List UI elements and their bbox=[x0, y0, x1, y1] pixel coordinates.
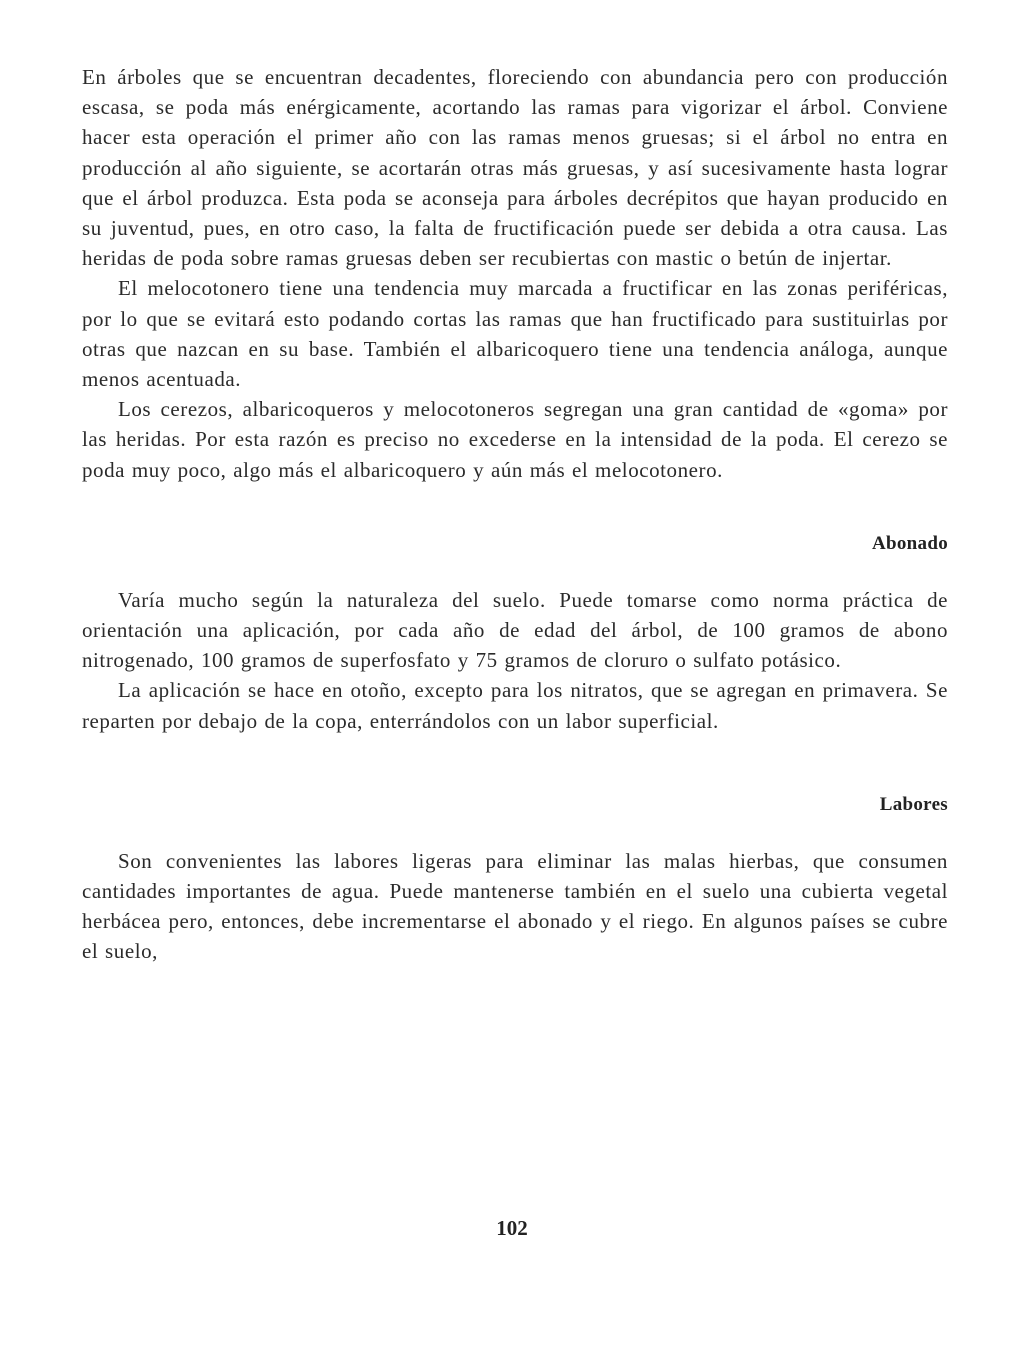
paragraph-pruning-peach: El melocotonero tiene una tendencia muy marcada a fructificar en las zonas periféricas, por lo que se evitará esto podando cortas las ramas que han fructificado para sustituirlas por otras que nazcan en su base. También el albaricoquero tiene una tendencia análoga, aunque menos acentuada. bbox=[82, 276, 948, 392]
heading-abonado: Abonado bbox=[871, 532, 948, 554]
paragraph-labores: Son convenientes las labores ligeras para eliminar las malas hierbas, que consumen cantidades importantes de agua. Puede mantenerse también en el suelo una cubierta vegetal herbácea pero, entonces, debe incrementarse el abonado y el riego. En algunos países se cubre el suelo, bbox=[82, 848, 948, 964]
paragraph-abonado-timing: La aplicación se hace en otoño, excepto para los nitratos, que se agregan en primavera. Se reparten por debajo de la copa, enterrándolos con un labor superficial. bbox=[82, 678, 948, 733]
paragraph-abonado-dose: Varía mucho según la naturaleza del suelo. Puede tomarse como norma práctica de orientación una aplicación, por cada año de edad del árbol, de 100 gramos de abono nitrogenado, 100 gramos de superfosfato y 75 gramos de cloruro o sulfato potásico. bbox=[82, 587, 948, 673]
paragraph-pruning-decadent: En árboles que se encuentran decadentes, floreciendo con abundancia pero con producción escasa, se poda más enérgicamente, acortando las ramas para vigorizar el árbol. Conviene hacer esta operación el primer año con las ramas menos gruesas; si el árbol no entra en producción al año siguiente, se acortarán otras más gruesas, y así sucesivamente hasta lograr que el árbol produzca. Esta poda se aconseja para árboles decrépitos que hayan producido en su juventud, pues, en otro caso, la falta de fructificación puede ser debida a otra causa. Las heridas de poda sobre ramas gruesas deben ser recubiertas con mastic o betún de injertar. bbox=[82, 65, 948, 271]
paragraph-pruning-gum: Los cerezos, albaricoqueros y melocotoneros segregan una gran cantidad de «goma» por las heridas. Por esta razón es preciso no excederse en la intensidad de la poda. El cerezo se poda muy poco, algo más el albaricoquero y aún más el melocotonero. bbox=[82, 397, 948, 482]
page-number: 102 bbox=[496, 1216, 528, 1240]
heading-labores: Labores bbox=[879, 793, 948, 815]
page-body bbox=[82, 62, 948, 967]
